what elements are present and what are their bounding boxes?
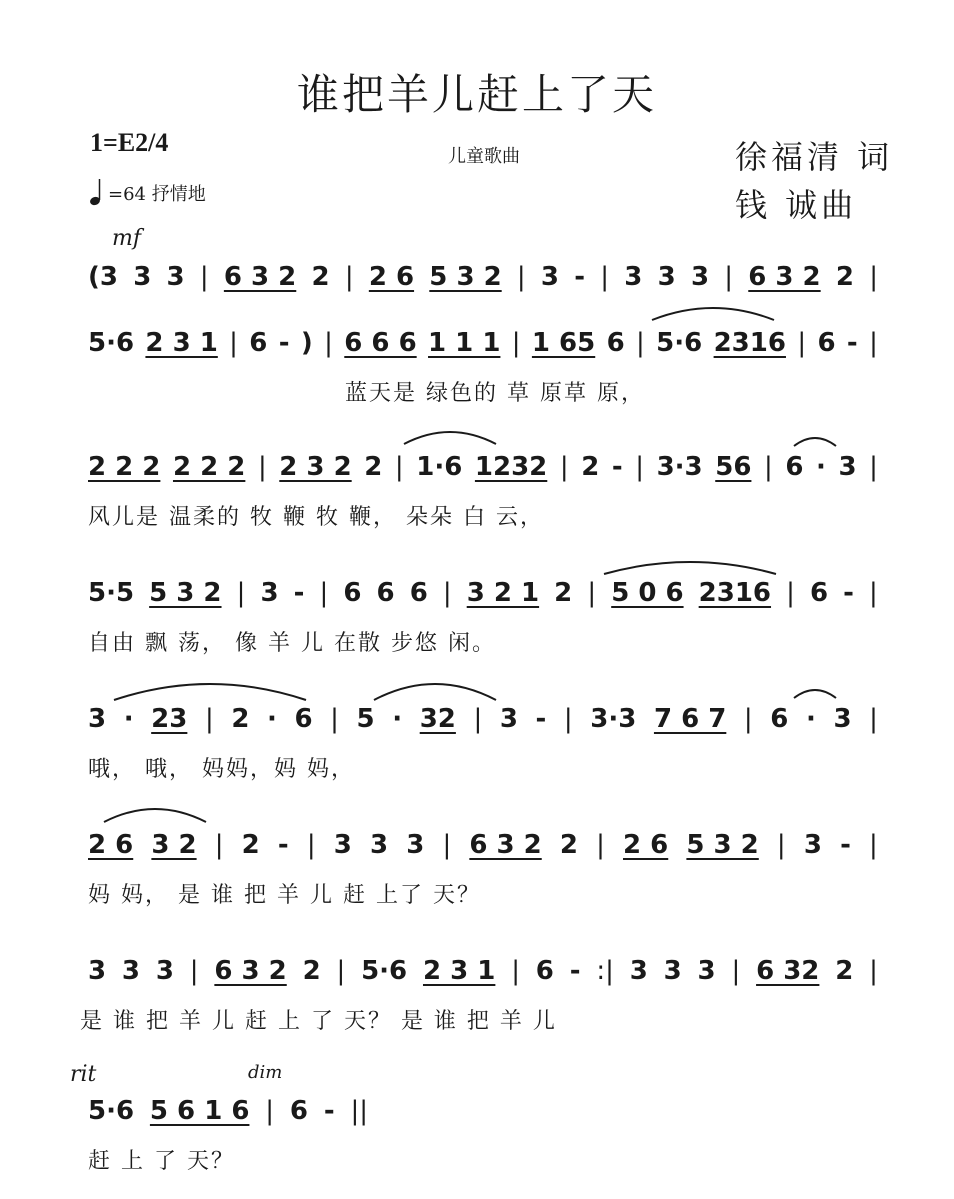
note-group: 6 3 2 [214,956,287,986]
note-group: 3 [121,956,141,986]
note-group: 2 3 2 [279,452,352,482]
slur-mark [790,432,840,450]
notes-row [88,262,878,292]
barline: | [743,704,753,734]
note-group: 6 [343,578,362,608]
note-group: 3 [260,578,279,608]
note-group: 2 [364,452,383,482]
page-title: 谁把羊儿赶上了天 [296,70,657,119]
lyrics-line: 赶 上 了 天？ [88,1149,235,1174]
note-group: · [392,704,403,734]
barline: | [797,328,807,358]
note-group: 3 [540,262,560,292]
note-group: 2 [559,830,578,860]
note-group: 1·6 [416,452,463,482]
barline: | [516,262,526,292]
note-group: 3·3 [590,704,637,734]
barline: | [600,262,610,292]
note-group: 32 [419,704,456,734]
barline: | [324,328,333,358]
tempo-text: =64 抒情地 [108,184,206,205]
barline: | [394,452,404,482]
note-group: - [293,578,305,608]
barline: | [214,830,224,860]
note-group: 2 [302,956,321,986]
note-group: 2 [311,262,330,292]
note-group: 6 [785,452,804,482]
key-signature: 1=E2/4 [90,128,169,157]
barline: | [636,328,645,358]
note-group: 1 1 1 [428,328,501,358]
tempo-marking [90,178,206,206]
note-group: 1 65 [531,328,596,358]
note-group: - [840,830,851,860]
barline: | [869,956,878,986]
note-group: · [267,704,277,734]
note-group: 5 6 1 6 [149,1096,250,1126]
note-group: 6 [535,956,554,986]
slur-mark [370,674,500,704]
note-group: 3 [663,956,682,986]
barline: | [587,578,597,608]
note-group: 3 [88,956,107,986]
lyrics-line: 哦， 哦， 妈妈，妈 妈， [88,757,355,782]
note-group: 3 [803,830,822,860]
note-group: 2 [241,830,260,860]
lyrics-line: 蓝天是 绿色的 草 原草 原， [345,381,645,406]
note-group: 56 [715,452,752,482]
barline: | [786,578,795,608]
note-group: 3 [406,830,425,860]
note-group: 7 6 7 [653,704,727,734]
note-group: 2 [835,956,854,986]
note-group: 3 [833,704,852,734]
note-group: 2 6 [368,262,415,292]
slur-mark [400,424,500,448]
rit-marking: rit [70,1062,97,1087]
note-group: 3 [690,262,710,292]
note-group: - [843,578,854,608]
note-group: 3 [499,704,518,734]
barline: | [511,328,521,358]
note-group: 3 [166,262,185,292]
lyrics-line: 风儿是 温柔的 牧 鞭 牧 鞭， 朵朵 白 云， [88,505,544,530]
note-group: - [846,328,858,358]
note-group: 5·6 [88,1096,135,1126]
barline: | [473,704,483,734]
note-group: · [805,704,816,734]
slur-mark [100,800,210,826]
note-group: · [816,452,826,482]
note-group: 5·6 [88,328,135,358]
note-group: 6 [249,328,268,358]
note-group: - [278,328,290,358]
note-group: 2 [581,452,600,482]
slur-mark [648,300,778,324]
note-group: 5 3 2 [686,830,759,860]
barline: | [442,830,452,860]
barline: | [265,1096,275,1126]
barline: | [731,956,741,986]
note-group: 2316 [713,328,786,358]
note-group: 23 [151,704,188,734]
note-group: 6 6 6 [344,328,417,358]
barline: | [319,578,329,608]
note-group: 3·3 [656,452,703,482]
barline: | [511,956,520,986]
note-group: 3 [697,956,716,986]
barline: | [199,262,209,292]
note-group: 3 [624,262,643,292]
notes-row [88,328,878,358]
note-group: - [277,830,289,860]
note-group: 2 [554,578,573,608]
note-group: 5·6 [361,956,408,986]
notes-row [88,956,878,986]
note-group: 5 3 2 [429,262,502,292]
note-group: 5·5 [88,578,135,608]
slur-mark [790,684,840,702]
dim-marking: dim [248,1062,283,1083]
note-group: 5 0 6 [611,578,684,608]
genre-label: 儿童歌曲 [448,146,520,167]
composer-credit: 钱 诚曲 [735,186,858,224]
note-group: 6 [770,704,789,734]
note-group: · [123,704,134,734]
notes-row [88,452,878,482]
barline: | [344,262,354,292]
barline: | [204,704,214,734]
lyrics-line: 妈 妈， 是 谁 把 羊 儿 赶 上了 天？ [88,883,481,908]
barline: | [869,262,878,292]
note-group: ) [300,328,313,358]
note-group: 3 [333,830,352,860]
notes-row [88,830,878,860]
note-group: 2 3 1 [145,328,218,358]
barline: | [330,704,339,734]
barline: | [596,830,605,860]
note-group: 6 [809,578,829,608]
barline: | [869,328,878,358]
barline: | [189,956,199,986]
note-group: 2 6 [623,830,669,860]
note-group: 3 [88,704,107,734]
note-group: 3 [369,830,389,860]
note-group: 2 6 [88,830,134,860]
note-group: - [535,704,547,734]
lyrics-line: 自由 飘 荡， 像 羊 儿 在散 步悠 闲。 [88,631,496,656]
barline: | [306,830,316,860]
note-group: 2 [835,262,854,292]
note-group: 3 [155,956,174,986]
note-group: (3 [88,262,118,292]
note-group: - [569,956,581,986]
note-group: - [323,1096,335,1126]
note-group: 6 [606,328,625,358]
note-group: 3 2 [151,830,197,860]
note-group: 5·6 [656,328,703,358]
barline: | [776,830,786,860]
slur-mark [600,554,780,578]
note-group: 6 [817,328,836,358]
note-group: 6 3 2 [469,830,542,860]
barline: || [350,1096,368,1126]
note-group: 2 2 2 [172,452,246,482]
note-group: - [611,452,623,482]
quarter-note-icon [90,178,104,206]
barline: | [336,956,346,986]
note-group: - [574,262,586,292]
note-group: 2 [231,704,250,734]
barline: | [442,578,452,608]
note-group: 5 3 2 [149,578,222,608]
mf-dynamic: mf [112,226,142,251]
note-group: 2 3 1 [422,956,496,986]
note-group: 6 [376,578,395,608]
slur-mark [110,674,310,704]
barline: | [869,578,878,608]
barline: | [559,452,569,482]
note-group: 6 [289,1096,308,1126]
note-group: 3 [657,262,676,292]
note-group: 6 3 2 [748,262,821,292]
notes-row [88,704,878,734]
lyrics-line: 是 谁 把 羊 儿 赶 上 了 天？ 是 谁 把 羊 儿 [80,1009,557,1034]
barline: | [257,452,267,482]
note-group: 6 3 2 [223,262,297,292]
note-group: 6 [409,578,428,608]
note-group: 5 [356,704,375,734]
barline: | [236,578,246,608]
note-group: 1232 [474,452,548,482]
barline: | [724,262,734,292]
barline: | [229,328,238,358]
barline: | [563,704,573,734]
note-group: 3 [629,956,648,986]
note-group: 2 2 2 [88,452,161,482]
note-group: 3 2 1 [466,578,540,608]
barline: :| [596,956,614,986]
notes-row [88,1096,368,1126]
note-group: 3 [133,262,152,292]
barline: | [869,704,878,734]
note-group: 6 32 [756,956,820,986]
barline: | [869,452,878,482]
note-group: 6 [294,704,313,734]
barline: | [635,452,645,482]
barline: | [764,452,773,482]
note-group: 2316 [698,578,772,608]
notes-row [88,578,878,608]
lyricist-credit: 徐福清 词 [735,138,894,176]
note-group: 3 [838,452,857,482]
barline: | [869,830,878,860]
